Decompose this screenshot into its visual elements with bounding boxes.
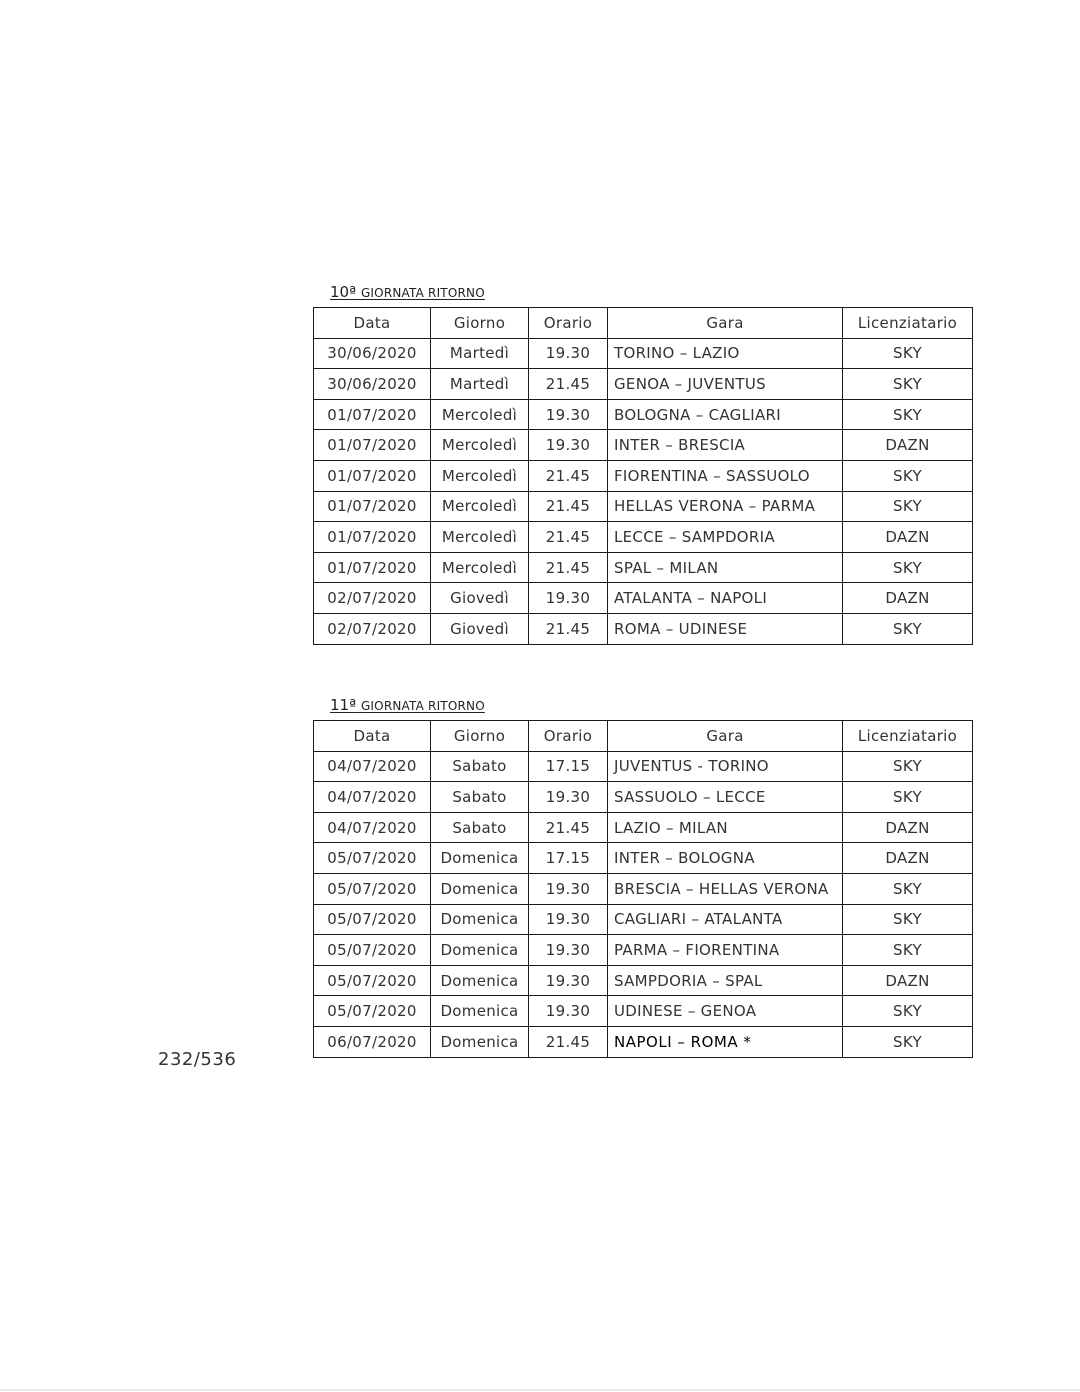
- cell-gara: GENOA – JUVENTUS: [608, 369, 843, 400]
- cell-gara: CAGLIARI – ATALANTA: [608, 904, 843, 935]
- cell-licenziatario: SKY: [843, 1026, 973, 1057]
- cell-data: 05/07/2020: [314, 904, 431, 935]
- table-row: [314, 812, 973, 843]
- table-row: [314, 583, 973, 614]
- table-row: [314, 369, 973, 400]
- cell-gara: BOLOGNA – CAGLIARI: [608, 399, 843, 430]
- cell-data: 30/06/2020: [314, 338, 431, 369]
- cell-gara: INTER – BRESCIA: [608, 430, 843, 461]
- column-header-gara: Gara: [608, 721, 843, 752]
- cell-giorno: Domenica: [431, 843, 529, 874]
- cell-data: 04/07/2020: [314, 751, 431, 782]
- table-row: [314, 965, 973, 996]
- cell-orario: 19.30: [529, 583, 608, 614]
- column-header-licenziatario: Licenziatario: [843, 721, 973, 752]
- cell-gara: JUVENTUS - TORINO: [608, 751, 843, 782]
- section-title: 10ª GIORNATA RITORNO: [330, 283, 485, 301]
- cell-gara: ATALANTA – NAPOLI: [608, 583, 843, 614]
- cell-orario: 19.30: [529, 782, 608, 813]
- column-header-giorno: Giorno: [431, 308, 529, 339]
- cell-gara: LAZIO – MILAN: [608, 812, 843, 843]
- cell-giorno: Domenica: [431, 1026, 529, 1057]
- cell-orario: 19.30: [529, 338, 608, 369]
- schedule-section-10: [313, 282, 972, 645]
- cell-orario: 21.45: [529, 1026, 608, 1057]
- table-row: [314, 904, 973, 935]
- table-row: [314, 491, 973, 522]
- cell-data: 05/07/2020: [314, 935, 431, 966]
- cell-orario: 17.15: [529, 843, 608, 874]
- cell-licenziatario: SKY: [843, 873, 973, 904]
- table-row: [314, 552, 973, 583]
- cell-gara: INTER – BOLOGNA: [608, 843, 843, 874]
- cell-giorno: Mercoledì: [431, 491, 529, 522]
- schedule-section-11: [313, 695, 972, 1058]
- cell-licenziatario: DAZN: [843, 430, 973, 461]
- cell-giorno: Mercoledì: [431, 399, 529, 430]
- cell-orario: 21.45: [529, 522, 608, 553]
- cell-licenziatario: DAZN: [843, 965, 973, 996]
- cell-gara: HELLAS VERONA – PARMA: [608, 491, 843, 522]
- cell-orario: 21.45: [529, 369, 608, 400]
- table-row: [314, 843, 973, 874]
- cell-giorno: Domenica: [431, 996, 529, 1027]
- cell-licenziatario: SKY: [843, 996, 973, 1027]
- table-header-row: [314, 308, 973, 339]
- cell-giorno: Domenica: [431, 873, 529, 904]
- cell-giorno: Sabato: [431, 812, 529, 843]
- table-row: [314, 751, 973, 782]
- table-row: [314, 935, 973, 966]
- cell-orario: 21.45: [529, 460, 608, 491]
- cell-gara: PARMA – FIORENTINA: [608, 935, 843, 966]
- cell-data: 06/07/2020: [314, 1026, 431, 1057]
- cell-orario: 21.45: [529, 613, 608, 644]
- schedule-table: [313, 720, 973, 1058]
- cell-data: 05/07/2020: [314, 843, 431, 874]
- cell-gara: TORINO – LAZIO: [608, 338, 843, 369]
- cell-giorno: Giovedì: [431, 613, 529, 644]
- column-header-data: Data: [314, 721, 431, 752]
- cell-data: 05/07/2020: [314, 996, 431, 1027]
- cell-licenziatario: SKY: [843, 782, 973, 813]
- cell-gara: BRESCIA – HELLAS VERONA: [608, 873, 843, 904]
- cell-giorno: Sabato: [431, 751, 529, 782]
- cell-data: 01/07/2020: [314, 552, 431, 583]
- cell-giorno: Domenica: [431, 935, 529, 966]
- table-row: [314, 430, 973, 461]
- table-row: [314, 522, 973, 553]
- page-bottom-divider: [0, 1389, 1080, 1391]
- cell-orario: 21.45: [529, 552, 608, 583]
- cell-data: 04/07/2020: [314, 812, 431, 843]
- cell-data: 02/07/2020: [314, 613, 431, 644]
- cell-data: 05/07/2020: [314, 965, 431, 996]
- cell-data: 30/06/2020: [314, 369, 431, 400]
- cell-licenziatario: DAZN: [843, 522, 973, 553]
- table-row: [314, 338, 973, 369]
- cell-giorno: Giovedì: [431, 583, 529, 614]
- cell-licenziatario: SKY: [843, 904, 973, 935]
- cell-licenziatario: SKY: [843, 491, 973, 522]
- column-header-orario: Orario: [529, 308, 608, 339]
- cell-orario: 21.45: [529, 812, 608, 843]
- cell-data: 01/07/2020: [314, 522, 431, 553]
- cell-giorno: Domenica: [431, 904, 529, 935]
- column-header-orario: Orario: [529, 721, 608, 752]
- cell-orario: 19.30: [529, 965, 608, 996]
- cell-orario: 19.30: [529, 904, 608, 935]
- table-header-row: [314, 721, 973, 752]
- table-row: [314, 873, 973, 904]
- table-row: [314, 782, 973, 813]
- cell-gara: LECCE – SAMPDORIA: [608, 522, 843, 553]
- cell-data: 01/07/2020: [314, 491, 431, 522]
- cell-gara: SAMPDORIA – SPAL: [608, 965, 843, 996]
- schedule-table: [313, 307, 973, 645]
- table-row: [314, 613, 973, 644]
- cell-orario: 19.30: [529, 996, 608, 1027]
- column-header-gara: Gara: [608, 308, 843, 339]
- cell-data: 01/07/2020: [314, 399, 431, 430]
- table-row: [314, 399, 973, 430]
- cell-licenziatario: DAZN: [843, 843, 973, 874]
- cell-licenziatario: SKY: [843, 399, 973, 430]
- cell-licenziatario: SKY: [843, 460, 973, 491]
- cell-giorno: Domenica: [431, 965, 529, 996]
- cell-giorno: Mercoledì: [431, 430, 529, 461]
- cell-giorno: Mercoledì: [431, 460, 529, 491]
- column-header-giorno: Giorno: [431, 721, 529, 752]
- cell-giorno: Mercoledì: [431, 552, 529, 583]
- cell-licenziatario: SKY: [843, 338, 973, 369]
- cell-giorno: Sabato: [431, 782, 529, 813]
- page-number: 232/536: [158, 1049, 237, 1070]
- cell-licenziatario: SKY: [843, 613, 973, 644]
- cell-data: 01/07/2020: [314, 430, 431, 461]
- cell-orario: 19.30: [529, 935, 608, 966]
- cell-orario: 19.30: [529, 399, 608, 430]
- column-header-data: Data: [314, 308, 431, 339]
- cell-data: 05/07/2020: [314, 873, 431, 904]
- cell-licenziatario: DAZN: [843, 812, 973, 843]
- cell-data: 04/07/2020: [314, 782, 431, 813]
- column-header-licenziatario: Licenziatario: [843, 308, 973, 339]
- cell-gara: SASSUOLO – LECCE: [608, 782, 843, 813]
- cell-giorno: Martedì: [431, 369, 529, 400]
- cell-data: 01/07/2020: [314, 460, 431, 491]
- cell-orario: 19.30: [529, 873, 608, 904]
- table-row: [314, 1026, 973, 1057]
- cell-licenziatario: SKY: [843, 751, 973, 782]
- cell-gara: SPAL – MILAN: [608, 552, 843, 583]
- cell-orario: 21.45: [529, 491, 608, 522]
- cell-data: 02/07/2020: [314, 583, 431, 614]
- cell-licenziatario: DAZN: [843, 583, 973, 614]
- cell-licenziatario: SKY: [843, 935, 973, 966]
- cell-gara: NAPOLI – ROMA *: [608, 1026, 843, 1057]
- cell-licenziatario: SKY: [843, 552, 973, 583]
- cell-gara: UDINESE – GENOA: [608, 996, 843, 1027]
- cell-gara: FIORENTINA – SASSUOLO: [608, 460, 843, 491]
- cell-orario: 17.15: [529, 751, 608, 782]
- cell-giorno: Mercoledì: [431, 522, 529, 553]
- cell-orario: 19.30: [529, 430, 608, 461]
- section-title: 11ª GIORNATA RITORNO: [330, 696, 485, 714]
- cell-licenziatario: SKY: [843, 369, 973, 400]
- cell-giorno: Martedì: [431, 338, 529, 369]
- cell-gara: ROMA – UDINESE: [608, 613, 843, 644]
- table-row: [314, 460, 973, 491]
- table-row: [314, 996, 973, 1027]
